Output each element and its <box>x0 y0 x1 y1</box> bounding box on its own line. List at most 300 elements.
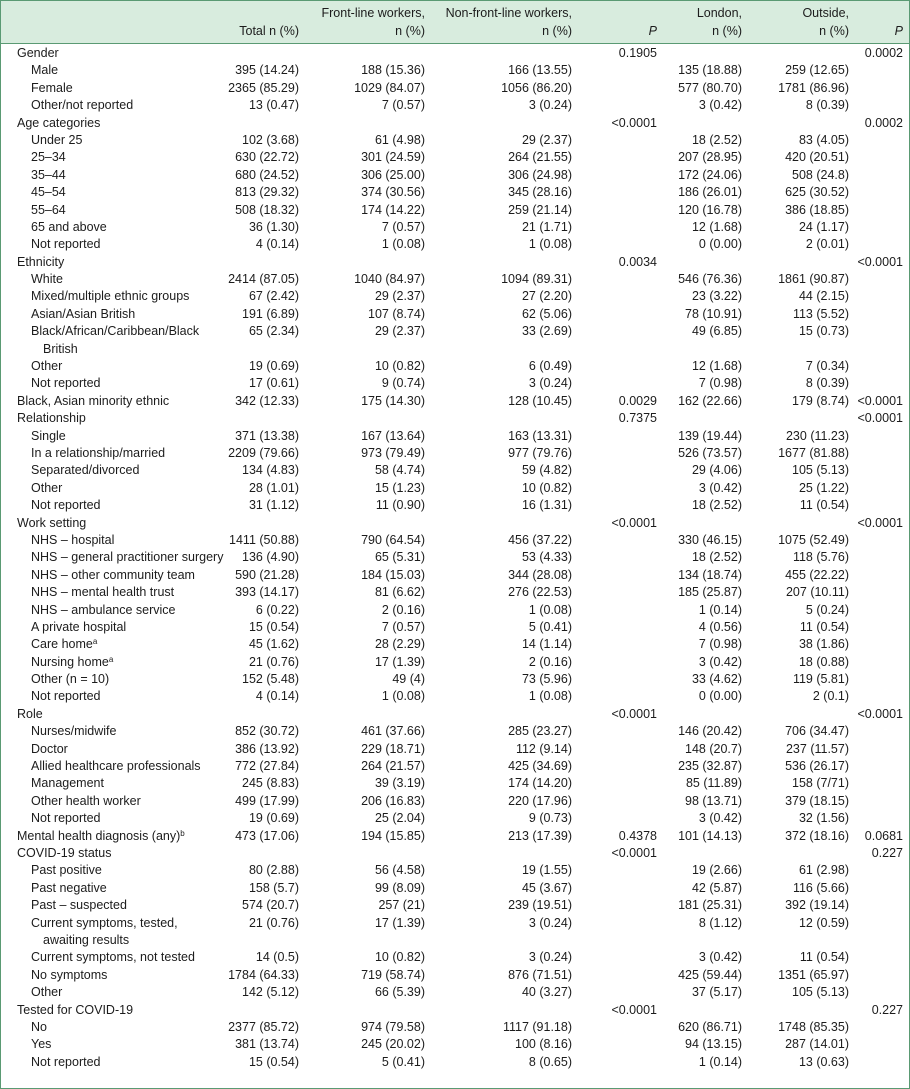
cell-non-front-line: 128 (10.45) <box>508 393 572 408</box>
cell-non-front-line: 73 (5.96) <box>521 672 572 687</box>
cell-outside: 207 (10.11) <box>785 585 849 600</box>
cell-london: 37 (5.17) <box>691 985 742 1000</box>
cell-london: 3 (0.42) <box>698 654 742 669</box>
table-row <box>1 984 909 1001</box>
cell-london: 49 (6.85) <box>691 324 742 339</box>
cell-london: 94 (13.15) <box>685 1037 742 1052</box>
cell-non-front-line: 9 (0.73) <box>528 811 572 826</box>
table-row <box>1 271 909 288</box>
cell-outside: 237 (11.57) <box>785 741 849 756</box>
cell-outside: 32 (1.56) <box>798 811 849 826</box>
section-row <box>1 828 909 845</box>
row-label-text: Gender <box>17 46 59 60</box>
row-label-text: Mental health diagnosis (any) <box>17 828 181 843</box>
cell-london: 3 (0.42) <box>698 950 742 965</box>
row-label <box>31 880 241 897</box>
cell-front-line: 719 (58.74) <box>361 967 425 982</box>
cell-front-line: 56 (4.58) <box>374 863 425 878</box>
cell-non-front-line: 6 (0.49) <box>528 359 572 374</box>
cell-non-front-line: 174 (14.20) <box>508 776 572 791</box>
cell-front-line: 229 (18.71) <box>361 741 425 756</box>
row-label-text: Past positive <box>31 863 102 878</box>
row-label-text: Past – suspected <box>31 898 127 913</box>
cell-total: 45 (1.62) <box>248 637 299 652</box>
cell-total: 158 (5.7) <box>248 880 299 895</box>
header-total: Total n (%) <box>239 24 299 38</box>
row-label <box>17 115 227 132</box>
cell-outside: 38 (1.86) <box>798 637 849 652</box>
cell-non-front-line: 213 (17.39) <box>508 828 572 843</box>
cell-outside: 8 (0.39) <box>805 98 849 113</box>
row-label <box>31 288 241 305</box>
table-rows <box>1 45 909 1071</box>
cell-front-line: 65 (5.31) <box>374 550 425 565</box>
cell-front-line: 1 (0.08) <box>381 237 425 252</box>
row-label-text: Not reported <box>31 689 101 704</box>
cell-non-front-line: 1 (0.08) <box>528 602 572 617</box>
cell-outside: 113 (5.52) <box>792 306 849 321</box>
row-label-text: Doctor <box>31 741 68 756</box>
table-row <box>1 741 909 758</box>
row-label-text: NHS – general practitioner surgery <box>31 550 224 565</box>
cell-london: 4 (0.56) <box>698 619 742 634</box>
header-outside-2: n (%) <box>819 24 849 38</box>
cell-outside: 118 (5.76) <box>792 550 849 565</box>
header-non-front-line-1: Non-front-line workers, <box>445 6 572 20</box>
cell-non-front-line: 264 (21.55) <box>508 150 572 165</box>
cell-outside: 287 (14.01) <box>785 1037 849 1052</box>
table-row <box>1 236 909 253</box>
row-label-text: Other/not reported <box>31 98 134 113</box>
row-label <box>31 219 241 236</box>
cell-outside: 372 (18.16) <box>785 828 849 843</box>
row-label-text: Ethnicity <box>17 254 65 269</box>
cell-total: 371 (13.38) <box>235 428 299 443</box>
cell-front-line: 301 (24.59) <box>361 150 425 165</box>
cell-front-line: 11 (0.90) <box>375 498 425 513</box>
cell-outside: 706 (34.47) <box>785 724 849 739</box>
table-row <box>1 793 909 810</box>
cell-outside: 386 (18.85) <box>785 202 849 217</box>
cell-front-line: 5 (0.41) <box>381 1054 425 1069</box>
row-label-text: 45–54 <box>31 185 66 200</box>
cell-p-value-2: 0.227 <box>871 1002 903 1017</box>
cell-non-front-line: 16 (1.31) <box>521 498 572 513</box>
table-row <box>1 915 909 950</box>
row-label-text: No <box>31 1019 47 1034</box>
row-label-text: Other <box>31 985 63 1000</box>
cell-front-line: 974 (79.58) <box>361 1019 425 1034</box>
row-label <box>31 897 241 914</box>
cell-total: 15 (0.54) <box>248 1054 299 1069</box>
cell-p-value-1: <0.0001 <box>611 1002 657 1017</box>
cell-front-line: 167 (13.64) <box>361 428 425 443</box>
header-non-front-line-2: n (%) <box>542 24 572 38</box>
cell-non-front-line: 344 (28.08) <box>508 567 572 582</box>
cell-outside: 25 (1.22) <box>798 480 849 495</box>
cell-total: 17 (0.61) <box>248 376 299 391</box>
table-row <box>1 202 909 219</box>
table-row <box>1 810 909 827</box>
row-label-text: Not reported <box>31 237 101 252</box>
cell-outside: 158 (7/71) <box>792 776 849 791</box>
table-row <box>1 375 909 392</box>
cell-non-front-line: 876 (71.51) <box>508 967 572 982</box>
row-label-text: NHS – hospital <box>31 532 115 547</box>
cell-london: 186 (26.01) <box>678 185 742 200</box>
table-row <box>1 671 909 688</box>
cell-london: 1 (0.14) <box>698 1054 742 1069</box>
cell-front-line: 1040 (84.97) <box>354 272 425 287</box>
cell-total: 630 (22.72) <box>235 150 299 165</box>
row-label <box>31 915 241 950</box>
section-row <box>1 410 909 427</box>
cell-outside: 2 (0.01) <box>805 237 849 252</box>
row-label <box>31 271 241 288</box>
cell-front-line: 461 (37.66) <box>361 724 425 739</box>
table-row <box>1 149 909 166</box>
cell-outside: 1861 (90.87) <box>778 272 849 287</box>
row-label <box>31 984 241 1001</box>
cell-total: 142 (5.12) <box>242 985 299 1000</box>
row-label-text: Mixed/multiple ethnic groups <box>31 289 190 304</box>
cell-outside: 536 (26.17) <box>785 759 849 774</box>
cell-outside: 83 (4.05) <box>798 132 849 147</box>
row-label <box>31 1019 241 1036</box>
row-label-text: Age categories <box>17 115 101 130</box>
cell-london: 19 (2.66) <box>691 863 742 878</box>
row-label-text: COVID-19 status <box>17 845 112 860</box>
footnote-marker: a <box>108 654 114 664</box>
cell-non-front-line: 29 (2.37) <box>521 132 572 147</box>
cell-total: 574 (20.7) <box>242 898 299 913</box>
cell-london: 23 (3.22) <box>691 289 742 304</box>
cell-outside: 13 (0.63) <box>798 1054 849 1069</box>
row-label <box>17 410 227 427</box>
cell-total: 6 (0.22) <box>255 602 299 617</box>
cell-p-value-2: <0.0001 <box>857 515 903 530</box>
table-row <box>1 323 909 358</box>
cell-outside: 259 (12.65) <box>785 63 849 78</box>
footnote-marker: b <box>180 828 185 838</box>
cell-non-front-line: 163 (13.31) <box>508 428 572 443</box>
row-label-text: Black, Asian minority ethnic <box>17 393 170 408</box>
cell-non-front-line: 14 (1.14) <box>521 637 572 652</box>
table-row <box>1 132 909 149</box>
cell-total: 19 (0.69) <box>248 811 299 826</box>
cell-non-front-line: 345 (28.16) <box>508 185 572 200</box>
row-label-text: Single <box>31 428 66 443</box>
cell-london: 18 (2.52) <box>691 498 742 513</box>
table-row <box>1 445 909 462</box>
row-label-text: Work setting <box>17 515 87 530</box>
cell-total: 2377 (85.72) <box>228 1019 299 1034</box>
cell-non-front-line: 33 (2.69) <box>521 324 572 339</box>
header-outside-1: Outside, <box>802 6 849 20</box>
cell-total: 136 (4.90) <box>242 550 299 565</box>
section-row <box>1 254 909 271</box>
table-row <box>1 532 909 549</box>
cell-non-front-line: 3 (0.24) <box>528 950 572 965</box>
cell-outside: 508 (24.8) <box>792 167 849 182</box>
row-label <box>31 375 241 392</box>
row-label <box>31 358 241 375</box>
cell-front-line: 15 (1.23) <box>374 480 425 495</box>
cell-total: 13 (0.47) <box>248 98 299 113</box>
cell-front-line: 306 (25.00) <box>361 167 425 182</box>
cell-london: 172 (24.06) <box>678 167 742 182</box>
cell-non-front-line: 5 (0.41) <box>528 619 572 634</box>
row-label-text: Nursing home <box>31 654 109 669</box>
cell-london: 134 (18.74) <box>678 567 742 582</box>
table-row <box>1 619 909 636</box>
cell-front-line: 107 (8.74) <box>368 306 425 321</box>
cell-london: 235 (32.87) <box>678 759 742 774</box>
cell-outside: 379 (18.15) <box>785 793 849 808</box>
cell-outside: 1781 (86.96) <box>778 80 849 95</box>
cell-london: 7 (0.98) <box>698 637 742 652</box>
row-label <box>31 167 241 184</box>
cell-front-line: 264 (21.57) <box>361 759 425 774</box>
row-label <box>17 45 227 62</box>
cell-non-front-line: 2 (0.16) <box>528 654 572 669</box>
table-row <box>1 636 909 653</box>
cell-front-line: 174 (14.22) <box>361 202 425 217</box>
row-label <box>17 393 227 410</box>
cell-front-line: 29 (2.37) <box>374 324 425 339</box>
cell-london: 207 (28.95) <box>678 150 742 165</box>
cell-front-line: 184 (15.03) <box>361 567 425 582</box>
cell-front-line: 58 (4.74) <box>374 463 425 478</box>
cell-front-line: 66 (5.39) <box>374 985 425 1000</box>
cell-london: 162 (22.66) <box>678 393 742 408</box>
row-label-text: Current symptoms, tested, <box>31 915 178 930</box>
row-label-text: No symptoms <box>31 967 108 982</box>
cell-front-line: 2 (0.16) <box>381 602 425 617</box>
cell-london: 29 (4.06) <box>691 463 742 478</box>
cell-total: 36 (1.30) <box>248 219 299 234</box>
cell-london: 120 (16.78) <box>678 202 742 217</box>
cell-outside: 1075 (52.49) <box>778 532 849 547</box>
row-label <box>31 480 241 497</box>
row-label <box>31 636 241 653</box>
table-row <box>1 167 909 184</box>
cell-london: 12 (1.68) <box>691 219 742 234</box>
row-label <box>17 515 227 532</box>
row-label-text: Under 25 <box>31 132 83 147</box>
row-label <box>31 862 241 879</box>
row-label-text: Male <box>31 63 59 78</box>
cell-total: 28 (1.01) <box>248 480 299 495</box>
cell-total: 191 (6.89) <box>242 306 299 321</box>
cell-total: 4 (0.14) <box>255 237 299 252</box>
row-label <box>31 445 241 462</box>
cell-non-front-line: 8 (0.65) <box>528 1054 572 1069</box>
cell-total: 499 (17.99) <box>235 793 299 808</box>
table-row <box>1 97 909 114</box>
cell-outside: 7 (0.34) <box>805 359 849 374</box>
cell-front-line: 28 (2.29) <box>374 637 425 652</box>
row-label <box>31 532 241 549</box>
cell-p-value-1: 0.7375 <box>618 411 657 426</box>
cell-total: 134 (4.83) <box>242 463 299 478</box>
row-label-text: NHS – other community team <box>31 567 195 582</box>
cell-front-line: 194 (15.85) <box>361 828 425 843</box>
cell-front-line: 39 (3.19) <box>374 776 425 791</box>
row-label-text: 65 and above <box>31 219 107 234</box>
row-label-continuation: British <box>43 341 78 356</box>
cell-london: 0 (0.00) <box>698 689 742 704</box>
row-label <box>31 758 241 775</box>
cell-outside: 1677 (81.88) <box>778 446 849 460</box>
cell-london: 526 (73.57) <box>678 446 742 460</box>
table-row <box>1 688 909 705</box>
row-label <box>31 184 241 201</box>
row-label-continuation: awaiting results <box>43 932 130 947</box>
cell-front-line: 17 (1.39) <box>374 915 425 930</box>
cell-outside: 625 (30.52) <box>785 185 849 200</box>
cell-total: 395 (14.24) <box>235 63 299 78</box>
cell-non-front-line: 1056 (86.20) <box>501 80 572 95</box>
header-london-1: London, <box>696 6 742 20</box>
cell-non-front-line: 239 (19.51) <box>508 898 572 913</box>
table-row <box>1 358 909 375</box>
section-row <box>1 706 909 723</box>
cell-non-front-line: 1 (0.08) <box>528 237 572 252</box>
table-row <box>1 897 909 914</box>
cell-non-front-line: 27 (2.20) <box>521 289 572 304</box>
table-row <box>1 775 909 792</box>
cell-front-line: 9 (0.74) <box>381 376 425 391</box>
cell-non-front-line: 59 (4.82) <box>521 463 572 478</box>
cell-front-line: 1 (0.08) <box>381 689 425 704</box>
cell-front-line: 973 (79.49) <box>361 446 425 460</box>
row-label-text: Separated/divorced <box>31 463 140 478</box>
row-label-text: Relationship <box>17 411 86 426</box>
cell-total: 15 (0.54) <box>248 619 299 634</box>
cell-total: 102 (3.68) <box>242 132 299 147</box>
row-label <box>31 671 241 688</box>
cell-total: 19 (0.69) <box>248 359 299 374</box>
table-row <box>1 549 909 566</box>
cell-non-front-line: 21 (1.71) <box>521 219 572 234</box>
cell-outside: 1748 (85.35) <box>778 1019 849 1034</box>
cell-total: 342 (12.33) <box>235 393 299 408</box>
table-row <box>1 219 909 236</box>
table-row <box>1 306 909 323</box>
cell-london: 8 (1.12) <box>698 915 742 930</box>
row-label <box>17 254 227 271</box>
cell-total: 2365 (85.29) <box>228 80 299 95</box>
cell-p-value-1: 0.1905 <box>618 46 657 60</box>
cell-total: 1784 (64.33) <box>228 967 299 982</box>
cell-non-front-line: 1 (0.08) <box>528 689 572 704</box>
cell-london: 18 (2.52) <box>691 132 742 147</box>
row-label-text: Nurses/midwife <box>31 724 117 739</box>
cell-outside: 61 (2.98) <box>798 863 849 878</box>
cell-non-front-line: 220 (17.96) <box>508 793 572 808</box>
table-row <box>1 602 909 619</box>
cell-outside: 8 (0.39) <box>805 376 849 391</box>
cell-total: 14 (0.5) <box>255 950 299 965</box>
cell-london: 0 (0.00) <box>698 237 742 252</box>
cell-outside: 105 (5.13) <box>792 463 849 478</box>
cell-london: 98 (13.71) <box>685 793 742 808</box>
cell-london: 330 (46.15) <box>678 532 742 547</box>
cell-london: 546 (76.36) <box>678 272 742 287</box>
row-label <box>31 619 241 636</box>
cell-london: 3 (0.42) <box>698 98 742 113</box>
row-label <box>31 723 241 740</box>
table-row <box>1 949 909 966</box>
cell-front-line: 17 (1.39) <box>374 654 425 669</box>
row-label <box>31 97 241 114</box>
row-label-text: Management <box>31 776 104 791</box>
cell-total: 508 (18.32) <box>235 202 299 217</box>
cell-p-value-2: 0.0002 <box>864 46 903 60</box>
table-row <box>1 62 909 79</box>
cell-p-value-1: <0.0001 <box>611 115 657 130</box>
row-label <box>31 149 241 166</box>
row-label <box>31 497 241 514</box>
cell-non-front-line: 112 (9.14) <box>515 741 572 756</box>
cell-total: 852 (30.72) <box>235 724 299 739</box>
cell-outside: 420 (20.51) <box>785 150 849 165</box>
cell-p-value-2: <0.0001 <box>857 411 903 426</box>
row-label-text: Not reported <box>31 376 101 391</box>
cell-total: 245 (8.83) <box>242 776 299 791</box>
cell-london: 42 (5.87) <box>691 880 742 895</box>
cell-front-line: 99 (8.09) <box>374 880 425 895</box>
cell-front-line: 188 (15.36) <box>361 63 425 78</box>
row-label-text: Current symptoms, not tested <box>31 950 195 965</box>
table-row <box>1 862 909 879</box>
cell-london: 146 (20.42) <box>678 724 742 739</box>
cell-outside: 12 (0.59) <box>798 915 849 930</box>
cell-non-front-line: 259 (21.14) <box>508 202 572 217</box>
header-london-2: n (%) <box>712 24 742 38</box>
cell-outside: 1351 (65.97) <box>778 967 849 982</box>
cell-london: 85 (11.89) <box>685 776 742 791</box>
row-label-text: Other <box>31 359 63 374</box>
row-label-text: NHS – mental health trust <box>31 585 175 600</box>
table-row <box>1 497 909 514</box>
cell-non-front-line: 425 (34.69) <box>508 759 572 774</box>
cell-total: 67 (2.42) <box>248 289 299 304</box>
row-label <box>31 810 241 827</box>
row-label-text: Other health worker <box>31 793 141 808</box>
cell-non-front-line: 3 (0.24) <box>528 98 572 113</box>
table-row <box>1 1054 909 1071</box>
cell-non-front-line: 285 (23.27) <box>508 724 572 739</box>
table-row <box>1 723 909 740</box>
cell-london: 620 (86.71) <box>678 1019 742 1034</box>
table-row <box>1 567 909 584</box>
cell-total: 80 (2.88) <box>248 863 299 878</box>
row-label-text: White <box>31 272 63 287</box>
cell-front-line: 245 (20.02) <box>361 1037 425 1052</box>
cell-front-line: 81 (6.62) <box>374 585 425 600</box>
cell-non-front-line: 166 (13.55) <box>508 63 572 78</box>
table-row <box>1 584 909 601</box>
cell-total: 65 (2.34) <box>248 324 299 339</box>
row-label <box>31 775 241 792</box>
cell-total: 2209 (79.66) <box>228 446 299 460</box>
row-label <box>31 602 241 619</box>
cell-p-value-1: 0.0029 <box>618 393 657 408</box>
cell-total: 31 (1.12) <box>248 498 299 513</box>
cell-non-front-line: 3 (0.24) <box>528 915 572 930</box>
